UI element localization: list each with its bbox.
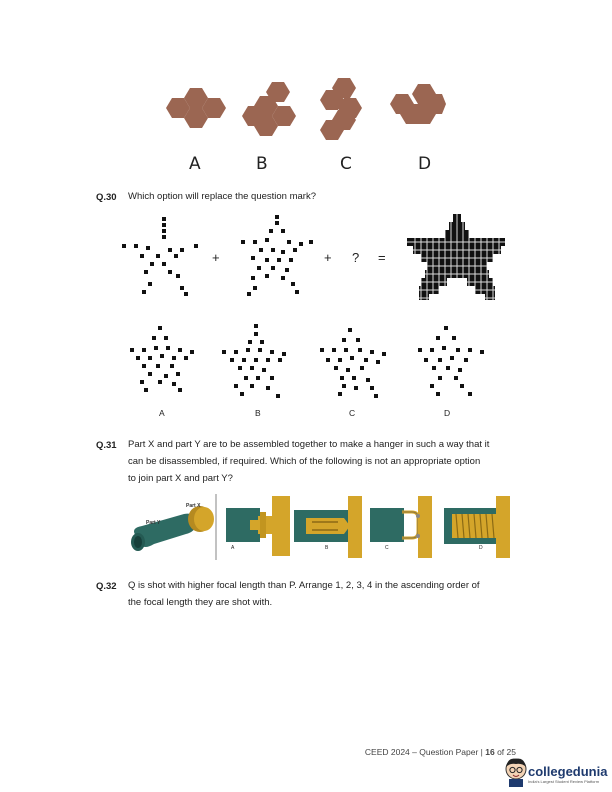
q31-option-a-figure [226, 496, 290, 556]
q30-equation-figure [115, 212, 505, 302]
part-x-label: Part X [186, 503, 201, 509]
q31-line-2: can be disassembled, if required. Which of the following is not an appropriate option [128, 456, 481, 467]
part-y-label: Part Y [146, 520, 161, 526]
q29-option-c-label: C [340, 154, 352, 174]
q30-question-mark: ? [352, 250, 360, 265]
hex-shape-a [160, 84, 232, 136]
q32-line-2: the focal length they are shot with. [128, 597, 273, 608]
q30-option-a-label: A [159, 408, 165, 418]
q30-option-c-figure [320, 328, 386, 398]
q29-option-d-label: D [418, 154, 432, 174]
hex-shape-c [318, 78, 366, 144]
q31-option-c-label: C [385, 545, 389, 551]
q31-assembly-figure [122, 492, 522, 564]
q31-option-b-label: B [325, 545, 329, 551]
q30-option-b-label: B [255, 408, 261, 418]
q30-text: Which option will replace the question mark? [128, 191, 316, 202]
q31-line-3: to join part X and part Y? [128, 473, 233, 484]
q31-line-1: Part X and part Y are to be assembled together to make a hanger in such a way that it [128, 439, 490, 450]
brand-name: collegedunia [528, 764, 608, 779]
q32-line-1: Q is shot with higher focal length than P. Arrange 1, 2, 3, 4 in the ascending order of [128, 580, 480, 591]
q31-number: Q.31 [96, 440, 117, 451]
q32-number: Q.32 [96, 581, 117, 592]
q30-option-d-label: D [444, 408, 451, 418]
page-footer [365, 747, 516, 757]
q30-number: Q.30 [96, 192, 117, 203]
q30-option-c-label: C [349, 408, 356, 418]
q31-option-d-figure [444, 496, 510, 558]
q29-option-a-label: A [189, 154, 201, 174]
q30-equals: = [378, 250, 386, 265]
q30-plus-1: + [212, 250, 220, 265]
q31-option-d-label: D [479, 545, 483, 551]
part-x-disc [188, 506, 214, 532]
q30-plus-2: + [324, 250, 332, 265]
q30-option-a-figure [130, 326, 194, 392]
q30-option-d-figure [418, 326, 484, 396]
hex-shape-b [240, 78, 300, 138]
hex-shape-d [386, 82, 448, 136]
footer-page-total: of 25 [494, 747, 516, 757]
q30-option-figures [120, 322, 500, 402]
q30-option-b-figure [222, 324, 286, 398]
footer-text: CEED 2024 – Question Paper | [364, 747, 483, 757]
q31-option-c-figure [370, 496, 432, 558]
q31-option-a-label: A [231, 545, 235, 551]
mascot-icon [504, 757, 528, 787]
brand-tagline: India's Largest Student Review Platform [528, 779, 600, 784]
footer-page-number: 16 [485, 747, 495, 757]
q29-option-b-label: B [256, 154, 268, 174]
part-y-pipe [131, 514, 196, 551]
